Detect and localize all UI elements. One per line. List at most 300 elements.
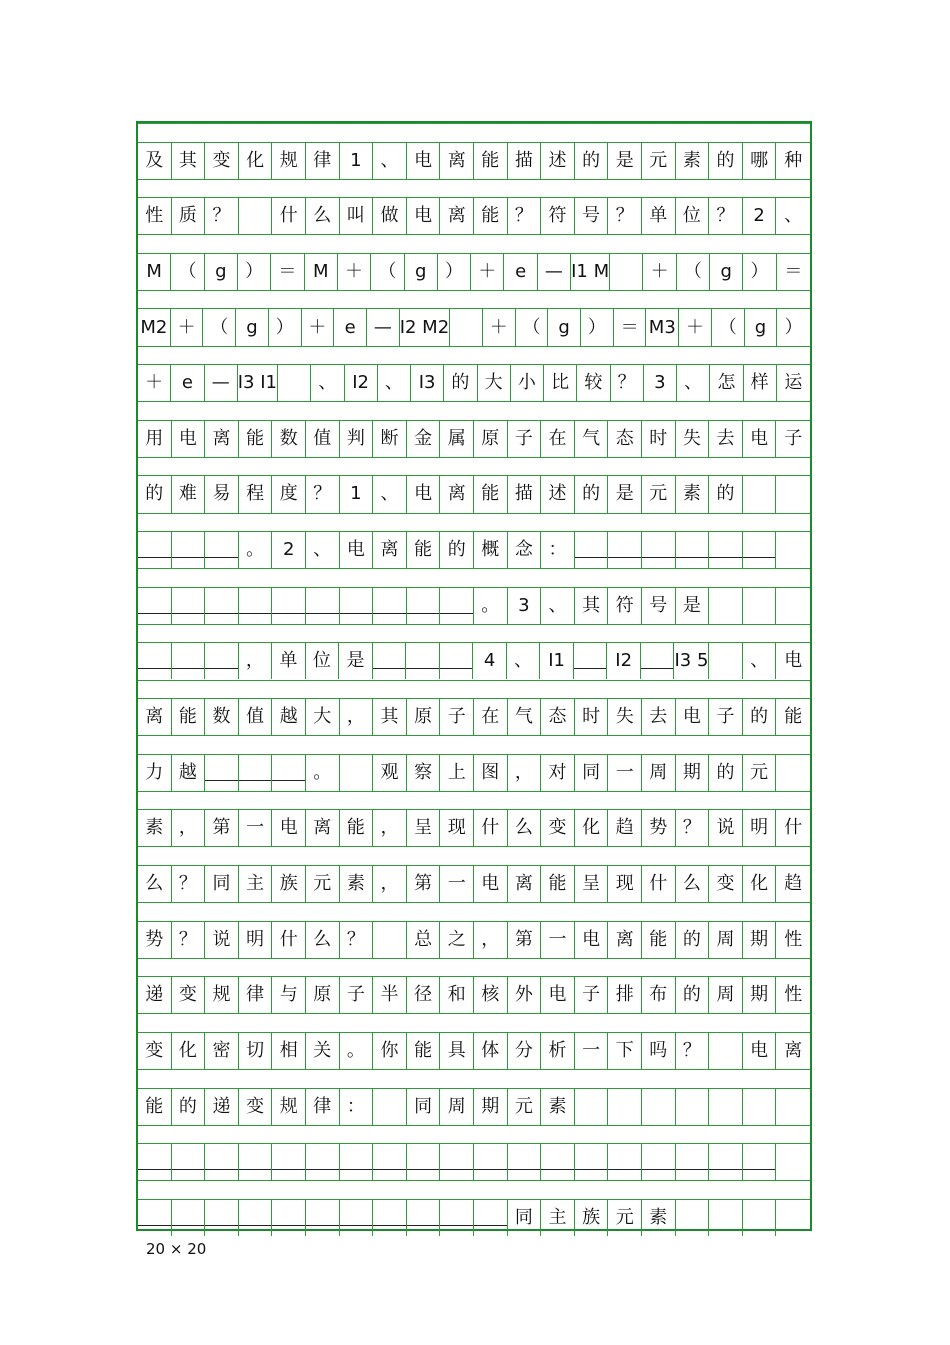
- grid-cell: ？: [340, 922, 374, 958]
- grid-cell: 同: [205, 866, 239, 902]
- grid-cell: I3 5: [674, 643, 709, 679]
- row-gap: [138, 680, 810, 700]
- grid-cell: 期: [743, 922, 777, 958]
- grid-cell: 体: [474, 1033, 508, 1069]
- grid-cell: 律: [306, 143, 340, 179]
- grid-row: [138, 922, 810, 958]
- row-gap: [138, 179, 810, 199]
- row-gap: [138, 624, 810, 644]
- grid-cell: 怎: [710, 365, 743, 401]
- grid-cell: [239, 1144, 273, 1180]
- grid-cell: （: [712, 309, 745, 345]
- grid-cell: ＝: [784, 260, 803, 282]
- grid-cell: 变: [172, 977, 206, 1013]
- grid-cell: [776, 532, 810, 568]
- grid-cell: 其: [172, 143, 206, 179]
- grid-cell: ＝: [614, 309, 647, 345]
- grid-cell: [205, 1144, 239, 1180]
- grid-cell: [743, 588, 777, 624]
- grid-cell: 变: [709, 866, 743, 902]
- grid-cell: 期: [474, 1089, 508, 1125]
- grid-cell: 其: [575, 588, 609, 624]
- grid-cell: [407, 1144, 441, 1180]
- grid-cell: 述: [541, 476, 575, 512]
- grid-cell: 离: [138, 699, 172, 735]
- grid-cell: I3: [411, 365, 444, 401]
- grid-cell: 符: [541, 198, 575, 234]
- grid-cell: ＝: [271, 254, 304, 290]
- grid-cell: 质: [172, 198, 206, 234]
- grid-cell: 素: [138, 810, 172, 846]
- grid-cell: 变: [138, 1033, 172, 1069]
- grid-cell: 态: [541, 699, 575, 735]
- grid-cell: [138, 1200, 172, 1236]
- grid-cell: [709, 1144, 743, 1180]
- grid-cell: 的: [575, 143, 609, 179]
- grid-cell: [340, 1200, 374, 1236]
- row-gap: [138, 457, 810, 477]
- grid-cell: [407, 588, 441, 624]
- grid-cell: 1: [340, 476, 374, 512]
- grid-cell: 下: [608, 1033, 642, 1069]
- grid-cell: [407, 1200, 441, 1236]
- grid-cell: —: [205, 365, 238, 401]
- grid-cell: ）: [784, 316, 803, 338]
- grid-cell: ？: [709, 198, 743, 234]
- grid-cell: [541, 1144, 575, 1180]
- grid-cell: 4: [473, 643, 507, 679]
- grid-cell: [172, 643, 206, 679]
- grid-cell: 判: [340, 421, 374, 457]
- grid-cell: 规: [205, 977, 239, 1013]
- grid-cell: 、: [306, 532, 340, 568]
- grid-cell: 能: [407, 1033, 441, 1069]
- grid-cell: 上: [440, 755, 474, 791]
- grid-cell: 能: [784, 706, 803, 728]
- grid-cell: 能: [407, 532, 441, 568]
- grid-cell: 一: [239, 810, 273, 846]
- grid-cell: [642, 1089, 676, 1125]
- grid-cell: 周: [709, 977, 743, 1013]
- grid-cell: [373, 1200, 407, 1236]
- grid-cell: 其: [373, 699, 407, 735]
- grid-cell: 一: [541, 922, 575, 958]
- grid-cell: 第: [205, 810, 239, 846]
- grid-cell: M: [138, 254, 171, 290]
- grid-cell: 大: [306, 699, 340, 735]
- grid-cell: 的: [575, 476, 609, 512]
- grid-cell: 察: [407, 755, 441, 791]
- grid-cell: [440, 588, 474, 624]
- grid-cell: [340, 588, 374, 624]
- grid-cell: 号: [575, 198, 609, 234]
- grid-cell: [743, 1144, 777, 1180]
- grid-cell: 离: [440, 476, 474, 512]
- grid-cell: 什: [474, 810, 508, 846]
- grid-cell: ，: [172, 810, 206, 846]
- grid-cell: 单: [642, 198, 676, 234]
- grid-cell: 失: [608, 699, 642, 735]
- grid-row: [138, 1200, 810, 1236]
- row-gap: [138, 568, 810, 588]
- grid-cell: 什: [272, 198, 306, 234]
- grid-cell: 电: [407, 198, 441, 234]
- grid-cell: 么: [508, 810, 542, 846]
- grid-cell: 、: [743, 643, 777, 679]
- grid-cell: 离: [205, 421, 239, 457]
- grid-cell: 势: [138, 922, 172, 958]
- grid-cell: [239, 1200, 273, 1236]
- grid-cell: [205, 532, 239, 568]
- grid-cell: ）: [269, 309, 302, 345]
- grid-cell: 号: [642, 588, 676, 624]
- grid-cell: 同: [508, 1200, 542, 1236]
- grid-cell: 离: [784, 1039, 803, 1061]
- grid-cell: [776, 1144, 810, 1180]
- grid-cell: ）: [438, 254, 471, 290]
- grid-cell: [676, 1089, 710, 1125]
- grid-cell: 变: [205, 143, 239, 179]
- grid-cell: g: [548, 309, 581, 345]
- grid-row: [138, 421, 810, 457]
- grid-cell: [776, 1089, 810, 1125]
- grid-cell: [709, 1033, 743, 1069]
- grid-cell: 值: [239, 699, 273, 735]
- grid-cell: 值: [306, 421, 340, 457]
- grid-cell: 核: [474, 977, 508, 1013]
- grid-cell: 离: [440, 143, 474, 179]
- grid-cell: ？: [172, 922, 206, 958]
- grid-cell: 电: [340, 532, 374, 568]
- row-gap: [138, 735, 810, 755]
- grid-cell: ，: [340, 699, 374, 735]
- grid-cell: [676, 1144, 710, 1180]
- grid-cell: ，: [373, 866, 407, 902]
- grid-cell: 越: [172, 755, 206, 791]
- grid-cell: [205, 643, 239, 679]
- grid-cell: [440, 1200, 474, 1236]
- grid-cell: ？: [205, 198, 239, 234]
- grid-cell: 属: [440, 421, 474, 457]
- grid-row: [138, 699, 810, 735]
- grid-cell: 族: [272, 866, 306, 902]
- grid-cell: [676, 532, 710, 568]
- grid-cell: 周: [709, 922, 743, 958]
- grid-cell: 、: [784, 205, 803, 227]
- grid-cell: 周: [642, 755, 676, 791]
- grid-cell: 递: [205, 1089, 239, 1125]
- grid-cell: [608, 1144, 642, 1180]
- grid-cell: 呈: [407, 810, 441, 846]
- grid-cell: 电: [407, 476, 441, 512]
- grid-cell: 化: [743, 866, 777, 902]
- grid-cell: [306, 1144, 340, 1180]
- grid-cell: ）: [581, 309, 614, 345]
- grid-cell: ？: [306, 476, 340, 512]
- grid-cell: 用: [138, 421, 172, 457]
- row-gap: [138, 290, 810, 310]
- row-gap: [138, 401, 810, 421]
- grid-cell: [610, 254, 643, 290]
- grid-cell: [172, 1144, 206, 1180]
- grid-size-label: 20 × 20: [146, 1240, 207, 1258]
- grid-cell: 趋: [608, 810, 642, 846]
- grid-cell: 和: [440, 977, 474, 1013]
- grid-row: [138, 1089, 810, 1125]
- grid-cell: 原: [407, 699, 441, 735]
- grid-cell: 度: [272, 476, 306, 512]
- row-gap: [138, 234, 810, 254]
- grid-cell: 能: [541, 866, 575, 902]
- grid-cell: 态: [608, 421, 642, 457]
- grid-cell: 电: [743, 421, 777, 457]
- grid-cell: 径: [407, 977, 441, 1013]
- grid-cell: 么: [306, 198, 340, 234]
- grid-cell: ，: [474, 922, 508, 958]
- grid-cell: 的: [709, 476, 743, 512]
- grid-cell: [575, 532, 609, 568]
- grid-cell: 在: [474, 699, 508, 735]
- grid-cell: 规: [272, 143, 306, 179]
- grid-cell: [440, 1144, 474, 1180]
- grid-row: [138, 198, 810, 234]
- grid-cell: 是: [676, 588, 710, 624]
- grid-cell: [641, 643, 675, 679]
- manuscript-grid: [136, 121, 812, 1231]
- grid-cell: 主: [541, 1200, 575, 1236]
- grid-cell: 数: [272, 421, 306, 457]
- grid-cell: 期: [676, 755, 710, 791]
- grid-cell: 能: [239, 421, 273, 457]
- grid-cell: 素: [676, 143, 710, 179]
- grid-cell: I1: [540, 643, 574, 679]
- grid-cell: 离: [306, 810, 340, 846]
- grid-cell: 的: [709, 755, 743, 791]
- grid-cell: [239, 198, 273, 234]
- grid-cell: [172, 532, 206, 568]
- grid-cell: [743, 1089, 777, 1125]
- grid-cell: 数: [205, 699, 239, 735]
- grid-cell: g: [710, 254, 743, 290]
- grid-cell: 现: [608, 866, 642, 902]
- grid-cell: [172, 1200, 206, 1236]
- grid-cell: 相: [272, 1033, 306, 1069]
- grid-cell: 你: [373, 1033, 407, 1069]
- row-gap: [138, 1125, 810, 1145]
- grid-cell: 2: [272, 532, 306, 568]
- grid-cell: 是: [608, 143, 642, 179]
- grid-cell: [776, 476, 810, 512]
- grid-cell: [340, 755, 374, 791]
- grid-cell: —: [538, 254, 571, 290]
- grid-cell: 失: [676, 421, 710, 457]
- grid-cell: 时: [642, 421, 676, 457]
- grid-cell: 电: [676, 699, 710, 735]
- grid-cell: [205, 588, 239, 624]
- grid-cell: M3: [646, 309, 679, 345]
- grid-cell: （: [677, 254, 710, 290]
- grid-cell: I2: [607, 643, 641, 679]
- grid-cell: I1 M: [571, 254, 610, 290]
- grid-cell: 素: [676, 476, 710, 512]
- grid-cell: 密: [205, 1033, 239, 1069]
- grid-cell: 的: [172, 1089, 206, 1125]
- grid-cell: 什: [642, 866, 676, 902]
- grid-cell: 律: [306, 1089, 340, 1125]
- grid-cell: [205, 755, 239, 791]
- grid-cell: [373, 922, 407, 958]
- grid-cell: 么: [138, 866, 172, 902]
- grid-cell: 化: [239, 143, 273, 179]
- grid-cell: 具: [440, 1033, 474, 1069]
- grid-cell: 念: [508, 532, 542, 568]
- grid-cell: 性: [784, 928, 803, 950]
- grid-cell: 原: [306, 977, 340, 1013]
- grid-cell: 、: [373, 476, 407, 512]
- grid-cell: 第: [508, 922, 542, 958]
- grid-cell: [172, 588, 206, 624]
- grid-cell: [709, 588, 743, 624]
- grid-cell: 素: [541, 1089, 575, 1125]
- grid-cell: [272, 1200, 306, 1236]
- grid-row: [138, 588, 810, 624]
- grid-cell: —: [367, 309, 400, 345]
- grid-row: [138, 643, 810, 679]
- grid-cell: （: [371, 254, 404, 290]
- grid-cell: 的: [440, 532, 474, 568]
- grid-cell: 元: [508, 1089, 542, 1125]
- grid-cell: 对: [541, 755, 575, 791]
- grid-cell: 主: [239, 866, 273, 902]
- grid-cell: 描: [508, 143, 542, 179]
- grid-cell: [574, 643, 608, 679]
- grid-row: [138, 1144, 810, 1180]
- grid-cell: 大: [478, 365, 511, 401]
- grid-cell: ？: [172, 866, 206, 902]
- grid-cell: 能: [138, 1089, 172, 1125]
- grid-cell: 图: [474, 755, 508, 791]
- grid-cell: [508, 1144, 542, 1180]
- grid-cell: e: [171, 365, 204, 401]
- grid-cell: 素: [340, 866, 374, 902]
- grid-cell: 族: [575, 1200, 609, 1236]
- grid-cell: 位: [306, 643, 340, 679]
- grid-cell: 的: [138, 476, 172, 512]
- grid-cell: 第: [407, 866, 441, 902]
- grid-row: [138, 810, 810, 846]
- grid-cell: [205, 1200, 239, 1236]
- grid-cell: ＋: [643, 254, 676, 290]
- grid-cell: 难: [172, 476, 206, 512]
- grid-cell: [340, 1144, 374, 1180]
- grid-cell: I3 I1: [238, 365, 278, 401]
- grid-cell: 样: [744, 365, 777, 401]
- grid-cell: （: [516, 309, 549, 345]
- grid-cell: [575, 1089, 609, 1125]
- grid-cell: 的: [676, 922, 710, 958]
- grid-cell: 性: [784, 984, 803, 1006]
- grid-cell: [373, 588, 407, 624]
- grid-cell: 什: [784, 817, 803, 839]
- grid-row: [138, 143, 810, 179]
- grid-cell: 子: [784, 427, 803, 449]
- grid-cell: 气: [508, 699, 542, 735]
- grid-cell: 呈: [575, 866, 609, 902]
- grid-cell: 性: [138, 198, 172, 234]
- grid-cell: 能: [172, 699, 206, 735]
- grid-cell: 说: [709, 810, 743, 846]
- grid-cell: 同: [407, 1089, 441, 1125]
- grid-cell: 程: [239, 476, 273, 512]
- grid-cell: 子: [508, 421, 542, 457]
- grid-cell: 变: [541, 810, 575, 846]
- grid-cell: 一: [575, 1033, 609, 1069]
- grid-cell: [709, 1089, 743, 1125]
- grid-cell: 运: [784, 372, 803, 394]
- grid-cell: 半: [373, 977, 407, 1013]
- grid-cell: [608, 532, 642, 568]
- grid-cell: 、: [373, 143, 407, 179]
- grid-cell: g: [236, 309, 269, 345]
- grid-cell: 电: [272, 810, 306, 846]
- grid-cell: 子: [340, 977, 374, 1013]
- grid-cell: 及: [138, 143, 172, 179]
- grid-cell: 元: [608, 1200, 642, 1236]
- grid-cell: [474, 1200, 508, 1236]
- grid-cell: [642, 1144, 676, 1180]
- grid-cell: 越: [272, 699, 306, 735]
- grid-cell: （: [203, 309, 236, 345]
- grid-cell: 、: [677, 365, 710, 401]
- grid-cell: 电: [407, 143, 441, 179]
- grid-cell: 递: [138, 977, 172, 1013]
- grid-cell: [306, 588, 340, 624]
- grid-cell: 关: [306, 1033, 340, 1069]
- grid-cell: 电: [474, 866, 508, 902]
- grid-cell: 比: [544, 365, 577, 401]
- grid-cell: [373, 1089, 407, 1125]
- grid-cell: 周: [440, 1089, 474, 1125]
- grid-cell: 去: [709, 421, 743, 457]
- grid-cell: 、: [311, 365, 344, 401]
- grid-cell: [272, 588, 306, 624]
- grid-cell: ？: [608, 198, 642, 234]
- grid-cell: [743, 476, 777, 512]
- grid-cell: ＋: [302, 309, 335, 345]
- grid-cell: 哪: [743, 143, 777, 179]
- grid-cell: [440, 643, 474, 679]
- grid-cell: ）: [743, 254, 776, 290]
- grid-cell: 说: [205, 922, 239, 958]
- grid-row: [138, 755, 810, 791]
- grid-cell: （: [171, 254, 204, 290]
- grid-cell: M: [305, 254, 338, 290]
- grid-cell: 的: [444, 365, 477, 401]
- grid-cell: [743, 1200, 777, 1236]
- grid-cell: [239, 588, 273, 624]
- grid-cell: 现: [440, 810, 474, 846]
- grid-cell: 化: [575, 810, 609, 846]
- grid-cell: [776, 1200, 810, 1236]
- grid-cell: 是: [608, 476, 642, 512]
- grid-cell: 做: [373, 198, 407, 234]
- grid-cell: 的: [676, 977, 710, 1013]
- grid-cell: 规: [272, 1089, 306, 1125]
- grid-cell: 素: [642, 1200, 676, 1236]
- row-gap: [138, 958, 810, 978]
- grid-cell: ，: [373, 810, 407, 846]
- grid-cell: 么: [676, 866, 710, 902]
